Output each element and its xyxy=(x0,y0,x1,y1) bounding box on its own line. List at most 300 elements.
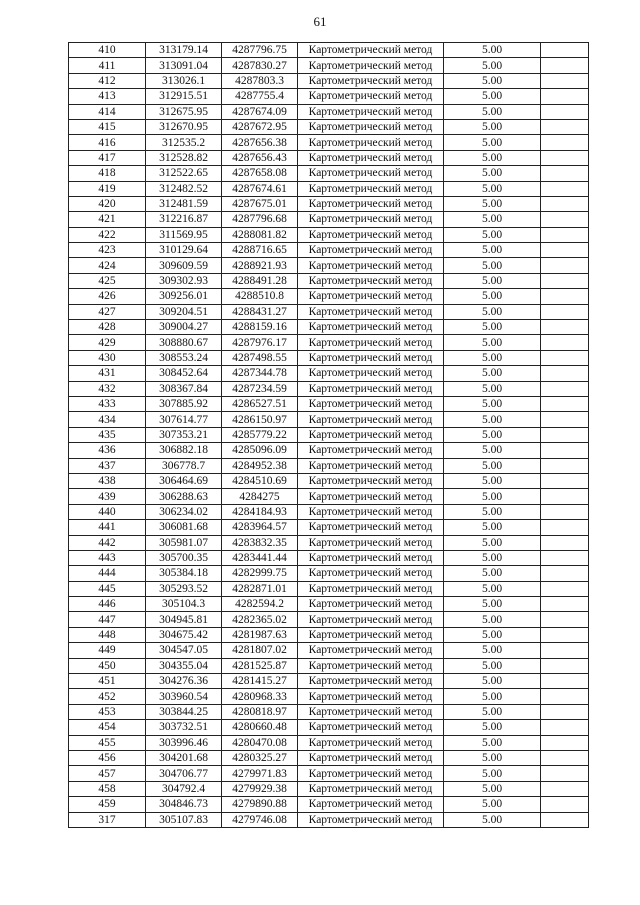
table-row xyxy=(69,581,589,596)
method-cell: Картометрический метод xyxy=(298,489,444,504)
note-cell xyxy=(541,473,589,488)
y-coordinate-cell: 4287796.75 xyxy=(222,43,298,58)
point-number-cell: 429 xyxy=(69,335,146,350)
note-cell xyxy=(541,258,589,273)
method-cell: Картометрический метод xyxy=(298,566,444,581)
accuracy-cell: 5.00 xyxy=(444,58,541,73)
method-cell: Картометрический метод xyxy=(298,612,444,627)
method-cell: Картометрический метод xyxy=(298,273,444,288)
x-coordinate-cell: 310129.64 xyxy=(146,243,222,258)
point-number-cell: 451 xyxy=(69,674,146,689)
y-coordinate-cell: 4284275 xyxy=(222,489,298,504)
point-number-cell: 459 xyxy=(69,797,146,812)
y-coordinate-cell: 4285096.09 xyxy=(222,443,298,458)
table-row xyxy=(69,58,589,73)
method-cell: Картометрический метод xyxy=(298,166,444,181)
accuracy-cell: 5.00 xyxy=(444,674,541,689)
y-coordinate-cell: 4281807.02 xyxy=(222,643,298,658)
x-coordinate-cell: 309302.93 xyxy=(146,273,222,288)
accuracy-cell: 5.00 xyxy=(444,258,541,273)
y-coordinate-cell: 4287656.38 xyxy=(222,135,298,150)
accuracy-cell: 5.00 xyxy=(444,335,541,350)
note-cell xyxy=(541,289,589,304)
table-row xyxy=(69,150,589,165)
point-number-cell: 422 xyxy=(69,227,146,242)
y-coordinate-cell: 4283964.57 xyxy=(222,520,298,535)
table-row xyxy=(69,243,589,258)
y-coordinate-cell: 4287674.09 xyxy=(222,104,298,119)
method-cell: Картометрический метод xyxy=(298,689,444,704)
accuracy-cell: 5.00 xyxy=(444,720,541,735)
point-number-cell: 434 xyxy=(69,412,146,427)
point-number-cell: 441 xyxy=(69,520,146,535)
point-number-cell: 455 xyxy=(69,735,146,750)
accuracy-cell: 5.00 xyxy=(444,289,541,304)
table-row xyxy=(69,781,589,796)
x-coordinate-cell: 306234.02 xyxy=(146,504,222,519)
method-cell: Картометрический метод xyxy=(298,627,444,642)
x-coordinate-cell: 313026.1 xyxy=(146,73,222,88)
accuracy-cell: 5.00 xyxy=(444,427,541,442)
note-cell xyxy=(541,73,589,88)
y-coordinate-cell: 4288431.27 xyxy=(222,304,298,319)
x-coordinate-cell: 304201.68 xyxy=(146,750,222,765)
method-cell: Картометрический метод xyxy=(298,381,444,396)
method-cell: Картометрический метод xyxy=(298,750,444,765)
note-cell xyxy=(541,674,589,689)
accuracy-cell: 5.00 xyxy=(444,350,541,365)
table-row xyxy=(69,443,589,458)
note-cell xyxy=(541,720,589,735)
method-cell: Картометрический метод xyxy=(298,535,444,550)
point-number-cell: 446 xyxy=(69,597,146,612)
accuracy-cell: 5.00 xyxy=(444,73,541,88)
table-row xyxy=(69,89,589,104)
y-coordinate-cell: 4280818.97 xyxy=(222,704,298,719)
method-cell: Картометрический метод xyxy=(298,658,444,673)
note-cell xyxy=(541,704,589,719)
y-coordinate-cell: 4282594.2 xyxy=(222,597,298,612)
y-coordinate-cell: 4286527.51 xyxy=(222,396,298,411)
x-coordinate-cell: 308553.24 xyxy=(146,350,222,365)
point-number-cell: 444 xyxy=(69,566,146,581)
accuracy-cell: 5.00 xyxy=(444,581,541,596)
table-row xyxy=(69,643,589,658)
method-cell: Картометрический метод xyxy=(298,735,444,750)
table-row xyxy=(69,73,589,88)
x-coordinate-cell: 312915.51 xyxy=(146,89,222,104)
y-coordinate-cell: 4280968.33 xyxy=(222,689,298,704)
accuracy-cell: 5.00 xyxy=(444,119,541,134)
y-coordinate-cell: 4281987.63 xyxy=(222,627,298,642)
point-number-cell: 443 xyxy=(69,550,146,565)
method-cell: Картометрический метод xyxy=(298,119,444,134)
note-cell xyxy=(541,104,589,119)
y-coordinate-cell: 4279890.88 xyxy=(222,797,298,812)
table-row xyxy=(69,135,589,150)
method-cell: Картометрический метод xyxy=(298,243,444,258)
method-cell: Картометрический метод xyxy=(298,520,444,535)
x-coordinate-cell: 306464.69 xyxy=(146,473,222,488)
x-coordinate-cell: 312481.59 xyxy=(146,196,222,211)
x-coordinate-cell: 304945.81 xyxy=(146,612,222,627)
x-coordinate-cell: 306882.18 xyxy=(146,443,222,458)
table-row xyxy=(69,627,589,642)
point-number-cell: 419 xyxy=(69,181,146,196)
y-coordinate-cell: 4287658.08 xyxy=(222,166,298,181)
note-cell xyxy=(541,658,589,673)
note-cell xyxy=(541,412,589,427)
x-coordinate-cell: 303960.54 xyxy=(146,689,222,704)
table-row xyxy=(69,273,589,288)
y-coordinate-cell: 4287672.95 xyxy=(222,119,298,134)
method-cell: Картометрический метод xyxy=(298,350,444,365)
method-cell: Картометрический метод xyxy=(298,550,444,565)
accuracy-cell: 5.00 xyxy=(444,535,541,550)
note-cell xyxy=(541,581,589,596)
point-number-cell: 432 xyxy=(69,381,146,396)
method-cell: Картометрический метод xyxy=(298,212,444,227)
method-cell: Картометрический метод xyxy=(298,812,444,827)
y-coordinate-cell: 4287796.68 xyxy=(222,212,298,227)
point-number-cell: 410 xyxy=(69,43,146,58)
x-coordinate-cell: 304355.04 xyxy=(146,658,222,673)
y-coordinate-cell: 4282871.01 xyxy=(222,581,298,596)
table-row xyxy=(69,489,589,504)
y-coordinate-cell: 4286150.97 xyxy=(222,412,298,427)
accuracy-cell: 5.00 xyxy=(444,781,541,796)
method-cell: Картометрический метод xyxy=(298,43,444,58)
method-cell: Картометрический метод xyxy=(298,674,444,689)
table-row xyxy=(69,766,589,781)
x-coordinate-cell: 312535.2 xyxy=(146,135,222,150)
note-cell xyxy=(541,196,589,211)
accuracy-cell: 5.00 xyxy=(444,320,541,335)
accuracy-cell: 5.00 xyxy=(444,181,541,196)
x-coordinate-cell: 312216.87 xyxy=(146,212,222,227)
method-cell: Картометрический метод xyxy=(298,150,444,165)
x-coordinate-cell: 313179.14 xyxy=(146,43,222,58)
accuracy-cell: 5.00 xyxy=(444,504,541,519)
accuracy-cell: 5.00 xyxy=(444,381,541,396)
x-coordinate-cell: 304547.05 xyxy=(146,643,222,658)
point-number-cell: 456 xyxy=(69,750,146,765)
note-cell xyxy=(541,458,589,473)
table-row xyxy=(69,566,589,581)
accuracy-cell: 5.00 xyxy=(444,243,541,258)
point-number-cell: 411 xyxy=(69,58,146,73)
y-coordinate-cell: 4287344.78 xyxy=(222,366,298,381)
point-number-cell: 417 xyxy=(69,150,146,165)
note-cell xyxy=(541,612,589,627)
coordinates-table-body xyxy=(69,43,589,828)
y-coordinate-cell: 4287755.4 xyxy=(222,89,298,104)
accuracy-cell: 5.00 xyxy=(444,520,541,535)
note-cell xyxy=(541,489,589,504)
x-coordinate-cell: 306778.7 xyxy=(146,458,222,473)
table-row xyxy=(69,227,589,242)
x-coordinate-cell: 313091.04 xyxy=(146,58,222,73)
table-row xyxy=(69,812,589,827)
method-cell: Картометрический метод xyxy=(298,704,444,719)
table-row xyxy=(69,212,589,227)
point-number-cell: 421 xyxy=(69,212,146,227)
table-row xyxy=(69,304,589,319)
method-cell: Картометрический метод xyxy=(298,58,444,73)
x-coordinate-cell: 309609.59 xyxy=(146,258,222,273)
y-coordinate-cell: 4288159.16 xyxy=(222,320,298,335)
point-number-cell: 438 xyxy=(69,473,146,488)
note-cell xyxy=(541,781,589,796)
accuracy-cell: 5.00 xyxy=(444,166,541,181)
table-row xyxy=(69,458,589,473)
y-coordinate-cell: 4279971.83 xyxy=(222,766,298,781)
y-coordinate-cell: 4282365.02 xyxy=(222,612,298,627)
method-cell: Картометрический метод xyxy=(298,766,444,781)
accuracy-cell: 5.00 xyxy=(444,643,541,658)
table-row xyxy=(69,43,589,58)
note-cell xyxy=(541,766,589,781)
method-cell: Картометрический метод xyxy=(298,597,444,612)
point-number-cell: 452 xyxy=(69,689,146,704)
note-cell xyxy=(541,381,589,396)
table-row xyxy=(69,674,589,689)
method-cell: Картометрический метод xyxy=(298,289,444,304)
table-row xyxy=(69,704,589,719)
table-row xyxy=(69,320,589,335)
point-number-cell: 430 xyxy=(69,350,146,365)
accuracy-cell: 5.00 xyxy=(444,212,541,227)
point-number-cell: 436 xyxy=(69,443,146,458)
x-coordinate-cell: 311569.95 xyxy=(146,227,222,242)
accuracy-cell: 5.00 xyxy=(444,273,541,288)
note-cell xyxy=(541,396,589,411)
point-number-cell: 423 xyxy=(69,243,146,258)
method-cell: Картометрический метод xyxy=(298,643,444,658)
y-coordinate-cell: 4280470.08 xyxy=(222,735,298,750)
note-cell xyxy=(541,689,589,704)
accuracy-cell: 5.00 xyxy=(444,704,541,719)
table-row xyxy=(69,550,589,565)
y-coordinate-cell: 4287803.3 xyxy=(222,73,298,88)
point-number-cell: 454 xyxy=(69,720,146,735)
method-cell: Картометрический метод xyxy=(298,335,444,350)
note-cell xyxy=(541,366,589,381)
accuracy-cell: 5.00 xyxy=(444,196,541,211)
note-cell xyxy=(541,550,589,565)
x-coordinate-cell: 304276.36 xyxy=(146,674,222,689)
x-coordinate-cell: 308880.67 xyxy=(146,335,222,350)
point-number-cell: 420 xyxy=(69,196,146,211)
accuracy-cell: 5.00 xyxy=(444,443,541,458)
accuracy-cell: 5.00 xyxy=(444,458,541,473)
table-row xyxy=(69,504,589,519)
method-cell: Картометрический метод xyxy=(298,181,444,196)
point-number-cell: 418 xyxy=(69,166,146,181)
table-row xyxy=(69,520,589,535)
y-coordinate-cell: 4285779.22 xyxy=(222,427,298,442)
x-coordinate-cell: 304846.73 xyxy=(146,797,222,812)
y-coordinate-cell: 4287674.61 xyxy=(222,181,298,196)
note-cell xyxy=(541,135,589,150)
table-row xyxy=(69,289,589,304)
table-row xyxy=(69,535,589,550)
table-row xyxy=(69,720,589,735)
point-number-cell: 458 xyxy=(69,781,146,796)
method-cell: Картометрический метод xyxy=(298,227,444,242)
x-coordinate-cell: 305293.52 xyxy=(146,581,222,596)
y-coordinate-cell: 4281525.87 xyxy=(222,658,298,673)
point-number-cell: 427 xyxy=(69,304,146,319)
point-number-cell: 439 xyxy=(69,489,146,504)
point-number-cell: 435 xyxy=(69,427,146,442)
table-row xyxy=(69,196,589,211)
x-coordinate-cell: 312675.95 xyxy=(146,104,222,119)
point-number-cell: 428 xyxy=(69,320,146,335)
table-row xyxy=(69,350,589,365)
method-cell: Картометрический метод xyxy=(298,504,444,519)
x-coordinate-cell: 309204.51 xyxy=(146,304,222,319)
note-cell xyxy=(541,335,589,350)
accuracy-cell: 5.00 xyxy=(444,366,541,381)
note-cell xyxy=(541,119,589,134)
table-row xyxy=(69,612,589,627)
note-cell xyxy=(541,812,589,827)
note-cell xyxy=(541,320,589,335)
x-coordinate-cell: 307885.92 xyxy=(146,396,222,411)
note-cell xyxy=(541,797,589,812)
accuracy-cell: 5.00 xyxy=(444,396,541,411)
method-cell: Картометрический метод xyxy=(298,797,444,812)
point-number-cell: 457 xyxy=(69,766,146,781)
method-cell: Картометрический метод xyxy=(298,427,444,442)
accuracy-cell: 5.00 xyxy=(444,550,541,565)
accuracy-cell: 5.00 xyxy=(444,797,541,812)
table-row xyxy=(69,658,589,673)
point-number-cell: 448 xyxy=(69,627,146,642)
table-row xyxy=(69,181,589,196)
accuracy-cell: 5.00 xyxy=(444,489,541,504)
y-coordinate-cell: 4287656.43 xyxy=(222,150,298,165)
point-number-cell: 412 xyxy=(69,73,146,88)
point-number-cell: 425 xyxy=(69,273,146,288)
note-cell xyxy=(541,304,589,319)
table-row xyxy=(69,412,589,427)
accuracy-cell: 5.00 xyxy=(444,566,541,581)
point-number-cell: 415 xyxy=(69,119,146,134)
accuracy-cell: 5.00 xyxy=(444,627,541,642)
table-row xyxy=(69,366,589,381)
y-coordinate-cell: 4288510.8 xyxy=(222,289,298,304)
x-coordinate-cell: 307614.77 xyxy=(146,412,222,427)
x-coordinate-cell: 303844.25 xyxy=(146,704,222,719)
y-coordinate-cell: 4280660.48 xyxy=(222,720,298,735)
method-cell: Картометрический метод xyxy=(298,104,444,119)
y-coordinate-cell: 4284184.93 xyxy=(222,504,298,519)
y-coordinate-cell: 4279929.38 xyxy=(222,781,298,796)
method-cell: Картометрический метод xyxy=(298,135,444,150)
point-number-cell: 424 xyxy=(69,258,146,273)
method-cell: Картометрический метод xyxy=(298,581,444,596)
method-cell: Картометрический метод xyxy=(298,720,444,735)
y-coordinate-cell: 4280325.27 xyxy=(222,750,298,765)
note-cell xyxy=(541,735,589,750)
note-cell xyxy=(541,350,589,365)
accuracy-cell: 5.00 xyxy=(444,412,541,427)
x-coordinate-cell: 309256.01 xyxy=(146,289,222,304)
y-coordinate-cell: 4283441.44 xyxy=(222,550,298,565)
accuracy-cell: 5.00 xyxy=(444,658,541,673)
y-coordinate-cell: 4288491.28 xyxy=(222,273,298,288)
x-coordinate-cell: 312528.82 xyxy=(146,150,222,165)
point-number-cell: 453 xyxy=(69,704,146,719)
table-row xyxy=(69,335,589,350)
point-number-cell: 317 xyxy=(69,812,146,827)
table-row xyxy=(69,119,589,134)
accuracy-cell: 5.00 xyxy=(444,750,541,765)
y-coordinate-cell: 4287234.59 xyxy=(222,381,298,396)
accuracy-cell: 5.00 xyxy=(444,735,541,750)
y-coordinate-cell: 4282999.75 xyxy=(222,566,298,581)
y-coordinate-cell: 4284510.69 xyxy=(222,473,298,488)
point-number-cell: 447 xyxy=(69,612,146,627)
x-coordinate-cell: 312482.52 xyxy=(146,181,222,196)
method-cell: Картометрический метод xyxy=(298,443,444,458)
note-cell xyxy=(541,181,589,196)
note-cell xyxy=(541,150,589,165)
note-cell xyxy=(541,535,589,550)
x-coordinate-cell: 305700.35 xyxy=(146,550,222,565)
table-row xyxy=(69,689,589,704)
note-cell xyxy=(541,443,589,458)
point-number-cell: 413 xyxy=(69,89,146,104)
x-coordinate-cell: 304675.42 xyxy=(146,627,222,642)
note-cell xyxy=(541,43,589,58)
x-coordinate-cell: 306288.63 xyxy=(146,489,222,504)
table-row xyxy=(69,166,589,181)
table-row xyxy=(69,750,589,765)
y-coordinate-cell: 4287498.55 xyxy=(222,350,298,365)
y-coordinate-cell: 4287675.01 xyxy=(222,196,298,211)
accuracy-cell: 5.00 xyxy=(444,597,541,612)
table-row xyxy=(69,381,589,396)
note-cell xyxy=(541,504,589,519)
point-number-cell: 426 xyxy=(69,289,146,304)
accuracy-cell: 5.00 xyxy=(444,689,541,704)
x-coordinate-cell: 312670.95 xyxy=(146,119,222,134)
note-cell xyxy=(541,643,589,658)
coordinates-table xyxy=(68,42,589,828)
note-cell xyxy=(541,212,589,227)
table-row xyxy=(69,797,589,812)
y-coordinate-cell: 4288081.82 xyxy=(222,227,298,242)
y-coordinate-cell: 4284952.38 xyxy=(222,458,298,473)
y-coordinate-cell: 4288716.65 xyxy=(222,243,298,258)
note-cell xyxy=(541,89,589,104)
y-coordinate-cell: 4283832.35 xyxy=(222,535,298,550)
accuracy-cell: 5.00 xyxy=(444,135,541,150)
accuracy-cell: 5.00 xyxy=(444,304,541,319)
note-cell xyxy=(541,566,589,581)
y-coordinate-cell: 4287976.17 xyxy=(222,335,298,350)
accuracy-cell: 5.00 xyxy=(444,150,541,165)
method-cell: Картометрический метод xyxy=(298,89,444,104)
table-row xyxy=(69,735,589,750)
table-row xyxy=(69,396,589,411)
table-row xyxy=(69,597,589,612)
point-number-cell: 442 xyxy=(69,535,146,550)
point-number-cell: 414 xyxy=(69,104,146,119)
